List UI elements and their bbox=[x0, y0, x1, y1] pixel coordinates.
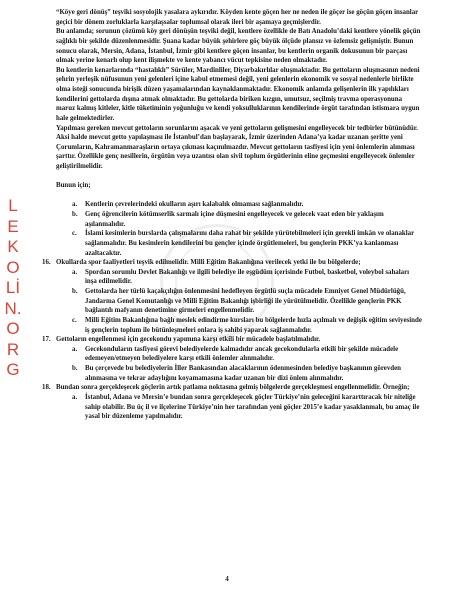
list-item-text: İstanbul, Adana ve Mersin’e bundan sonra gerçekleşecek göçler Türkiye’nin geleceğini kararttıracak bir niteliğe sahip olabilir. Bu üç il ve ilçelerine Türkiye’nin her tarafından yeni göçler 2015’e kadar yasaklanmalı, bu amaç ile yasal bir düzenleme yapılmalıdır. bbox=[85, 393, 420, 421]
page-number: 4 bbox=[225, 575, 229, 583]
list-marker: c. bbox=[72, 316, 77, 324]
list-item bbox=[56, 364, 422, 383]
numbered-item bbox=[42, 335, 422, 345]
list-item-text: Gettolarda her türlü kaçakçılığın önlenmesini hedefleyen örgütlü suçla mücadele Emniyet Genel Müdürlüğü, Jandarma Genel Komutanlığı ve Milli Eğitim Bakanlığı işbirliği ile yürütülmelidir. Özellikle gençlerin PKK bağlantılı mafyanın denetimine girmeleri engellenmelidir. bbox=[85, 288, 406, 315]
list-item-text: Spordan sorumlu Devlet Bakanlığı ve ilgili belediye ile eşgüdüm içerisinde Futbol, basketbol, voleybol sahaları inşa edilmelidir. bbox=[85, 268, 410, 286]
item-number: 16. bbox=[42, 259, 51, 267]
intro-paragraph-3: Bu kentlerin kenarlarında “hastalıklı” Sürüler, Mardinliler, Diyarbakırlılar oluşmaktadır. Bu gettoların oluşmasının nedeni şehrin yerleşik nüfusunun yeni gelenleri içine kabul etmemesi değil, yeni gelenlerin ekonomik ve sosyal nedenlerle birlikte olma isteği sonucunda birişik düzen yaşamalarından kaynaklanmaktadır. Ekonomik anlamda gelişenlerin ilk yapılıkları kendilerini gettolarda dışına atmak olmaktadır. Bu gettolarda biriken kızgın, umutsuz, seçilmiş travma operasyonuna maruz kalmış kitleler, kitle tüketiminin yoğunluğu ve kendi yoksulluklarının kendilerinde örgüt tarafından istismara uygun hale gelmektedirler. bbox=[56, 66, 420, 122]
list-marker: a. bbox=[72, 201, 78, 209]
list-marker: b. bbox=[72, 211, 78, 219]
list-item-text: Kentlerin çevrelerindeki okulların aşırı kalabalık olmaması sağlanmalıdır. bbox=[85, 201, 304, 209]
item-number: 17. bbox=[42, 336, 51, 344]
side-watermark-text: LEKOLİN.ORG bbox=[4, 196, 22, 379]
list-item bbox=[56, 345, 422, 364]
intro-paragraph-2: Bu anlamda; sorunun çözümü köy geri dönüşün teşviki değil, kentlere özellikle de Batı Anadolu’daki kentlere yönelik göçün sağlıklı bir şekilde düzenlenmesidir. Şuana kadar büyük şehirlere göç büyük ölçüde plansız ve özlemsiz gelişmiştir. Bunun sonucu olarak, Mersin, Adana, İstanbul, İzmir gibi kentlere göçen insanlar, bu kentlerin organik dokusunun bir parçası olmak yerine kenarlı olup kent ilişmekte ve kente yabancı vücut tepkisine neden olmaktadır. bbox=[56, 28, 421, 65]
list-item bbox=[56, 268, 422, 287]
list-item bbox=[56, 316, 422, 335]
document-body bbox=[42, 8, 422, 422]
list-marker: c. bbox=[72, 230, 77, 238]
intro-paragraph-4: Yapılması gereken mevcut gettoların sorunlarını aşacak ve yeni gettoların gelişmesini engelleyecek bir tedbirler bütünüdür. Aksi halde mevcut getto yapılaşması ile İstanbul’dan başlayarak, İzmir üzerinden Adana’ya kadar uzanan şeritte yeni Çorumların, Kahramanmaraşların ortaya çıkması kaçınılmazdır. Mevcut gettoların tasfiyesi için yeni önlemlerin alınması şarttır. Özellikle genç nesillerin, örgütün veya uzantısı olan sivil toplum örgütlerinin eline geçmesini engelleyecek önlemler geliştirilmelidir. bbox=[56, 124, 418, 170]
list-item bbox=[56, 393, 422, 422]
numbered-item bbox=[42, 383, 422, 393]
intro-list bbox=[56, 200, 422, 258]
list-marker: b. bbox=[72, 288, 78, 296]
item-number: 18. bbox=[42, 384, 51, 392]
list-marker: a. bbox=[72, 345, 78, 353]
list-item-text: İslami kesimlerin burslarda çalışmalarını daha rahat bir şekilde yürütebilmeleri için gerekli imkân ve olanaklar sağlanmalıdır. Bu kesimlerin kendilerini bu gençler içinde örgütlemeleri, bu gençlerin PKK’ya kanlanması azaltacaktır. bbox=[85, 230, 415, 257]
numbered-item-text: Okullarda spor faaliyetleri teşvik edilmelidir. Milli Eğitim Bakanlığına verilecek yetki ile bu bölgelerde; bbox=[56, 259, 361, 267]
list-item-text: Milli Eğitim Bakanlığına bağlı meslek edindirme kursları bu bölgelerde hızla açılmalı ve değişik eğitim seviyesinde iş gençlerin toplum ile bütünleşmeleri onlara iş sahibi yaparak sağlanmalıdır. bbox=[85, 316, 422, 334]
list-item-text: Genç öğrencilerin kötümserlik sarmalı içine düşmesini engelleyecek ve gelecek vaat eden bir yaklaşım aşılanmalıdır. bbox=[85, 211, 384, 228]
list-item bbox=[56, 229, 422, 258]
list-marker: a. bbox=[72, 393, 78, 401]
list-item bbox=[56, 287, 422, 316]
intro-paragraph-1: “Köye geri dönüş” teşviki sosyolojik yasalara aykırıdır. Köyden kente göçen her ne neden ile göçer ise göçün göçen insanlar geçici bir dönem zorluklarla karşılaşsalar toplumsal olarak ileri bir aşamaya geçmişlerdir. bbox=[56, 9, 419, 26]
list-marker: b. bbox=[72, 365, 78, 373]
list-marker: a. bbox=[72, 268, 78, 276]
numbered-item-text: Gettoların engellenmesi için gecekondu yapımına karşı etkili bir mücadele başlatılmalıdır. bbox=[56, 336, 321, 344]
list-item-text: Gecekonduların tasfiyesi görevi belediyelerde kalmadıdır ancak gecekondularla etkili bir şekilde mücadele edemeyen/etmeyen belediyelere karşı etkili önlemler alınmalıdır. bbox=[85, 345, 399, 363]
list-item bbox=[56, 210, 422, 229]
numbered-item bbox=[42, 258, 422, 268]
list-item bbox=[56, 200, 422, 210]
list-item-text: Bu çerçevede bu belediyelerin İller Bankasından alacaklarının ödenmesinden belediye başkanının görevden alınmasına ve tekrar adaylığını koyamamasına kadar uzanan bir dizi önlem alınmalıdır. bbox=[85, 365, 401, 382]
section-intro: Bunun için; bbox=[56, 182, 91, 190]
numbered-item-text: Bundan sonra gerçekleşecek göçlerin artık patlama noktasına gelmiş bölgelerde gerçekleşmesi engellenmelidir. Örneğin; bbox=[56, 384, 410, 392]
